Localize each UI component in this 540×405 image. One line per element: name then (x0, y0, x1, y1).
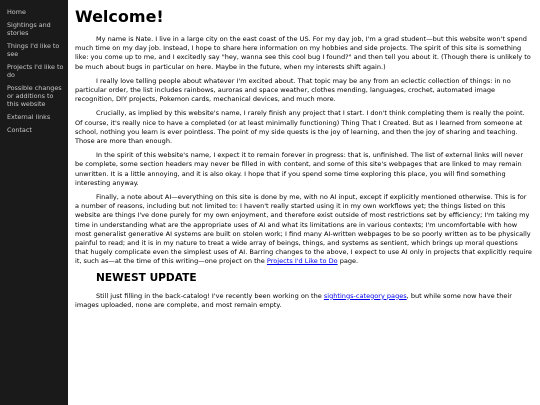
nav-link-sightings-and-stories[interactable]: Sightings and stories (7, 21, 51, 37)
nav-link-possible-changes[interactable]: Possible changes or additions to this website (7, 84, 62, 108)
sightings-category-link[interactable]: sightings-category pages (323, 291, 407, 300)
newest-update-heading: NEWEST UPDATE (96, 271, 197, 284)
intro-paragraph: My name is Nate. I live in a large city on the east coast of the US. For my day job, I'm a grad student—but this website won't spend much time on my day job. Instead, I hope to share here information on my hobbies and side projects. The spirit of this site is something like: you come up to me, and I excitedly say "hey, wanna see this cool bug I found?" and then tell you about it. (Though there is unlikely to be much about bugs in particular on here. Maybe in the future, when my interests shift again.) (75, 35, 531, 71)
ai-note-paragraph (75, 193, 532, 267)
update-end: , but while some now have their images uploaded, none are complete, and most remain empty. (75, 291, 512, 309)
interests-paragraph: I really love telling people about whatever I'm excited about. That topic may be any from an eclectic collection of things: in no particular order, the list includes rainbows, auroras and space weather, clothes mending, languages, crochet, automated image recognition, DIY projects, Pokemon cards, mechanical devices, and much more. (75, 76, 511, 104)
ai-note-end: page. (337, 257, 359, 266)
nav-link-home[interactable]: Home (7, 8, 26, 16)
unfinished-projects-paragraph: Crucially, as implied by this website's name, I rarely finish any project that I start. I don't think completing them is really the point. Of course, it's really nice to have a completed (or at least minimally functioning) Thing That I Created. But as I learned from someone at school, nothing you learn is ever pointless. The point of my side quests is the joy of learning, and then the joy of sharing and teaching. Those are more than enough. (75, 109, 525, 146)
nav-link-external-links[interactable]: External links (7, 113, 51, 121)
nav-link-projects-to-do[interactable]: Projects I'd like to do (7, 63, 64, 79)
projects-link[interactable]: Projects I'd Like to Do (266, 257, 338, 266)
nav-link-contact[interactable]: Contact (7, 126, 32, 134)
in-progress-paragraph: In the spirit of this website's name, I expect it to remain forever in progress: that is, unfinished. The list of external links will never be complete, some section headers may never be filled in with content, and some of this site's webpages that are linked to may remain unwritten. It is a little annoying, and it is also okay. I hope that if you spend some time exploring this place, you will find something interesting anyway. (75, 151, 524, 187)
update-text: Still just filling in the back-catalog! I've recently been working on the (96, 291, 324, 300)
page-title: Welcome! (75, 7, 164, 26)
main-content (75, 0, 532, 405)
sidebar-nav (0, 0, 68, 405)
ai-note-text: Finally, a note about AI—everything on this site is done by me, with no AI input, except if explicitly mentioned otherwise. This is for a number of reasons, including but not limited to: I haven't really started using it in my own workflows yet; the things listed on this website are things I've done purely for my own enjoyment, and therefore exist outside of most restrictions set by efficiency; I'm taking my time in understanding what are the appropriate uses of AI and what its limitations are in various contexts; I'm uncomfortable with how most generalist generative AI systems are built on stolen work; I find many AI-written webpages to be so poorly written as to be physically painful to read; and it is in my nature to treat a wide array of beings, things, and systems as sentient, which brings up moral questions that hugely complicate even the simplest uses of AI. Barring changes to the above, I expect to use AI only in projects that explicitly require it, such as—at the time of this writing—one project on the (75, 193, 532, 266)
nav-link-things-to-see[interactable]: Things I'd like to see (7, 42, 60, 58)
update-paragraph (75, 292, 532, 310)
